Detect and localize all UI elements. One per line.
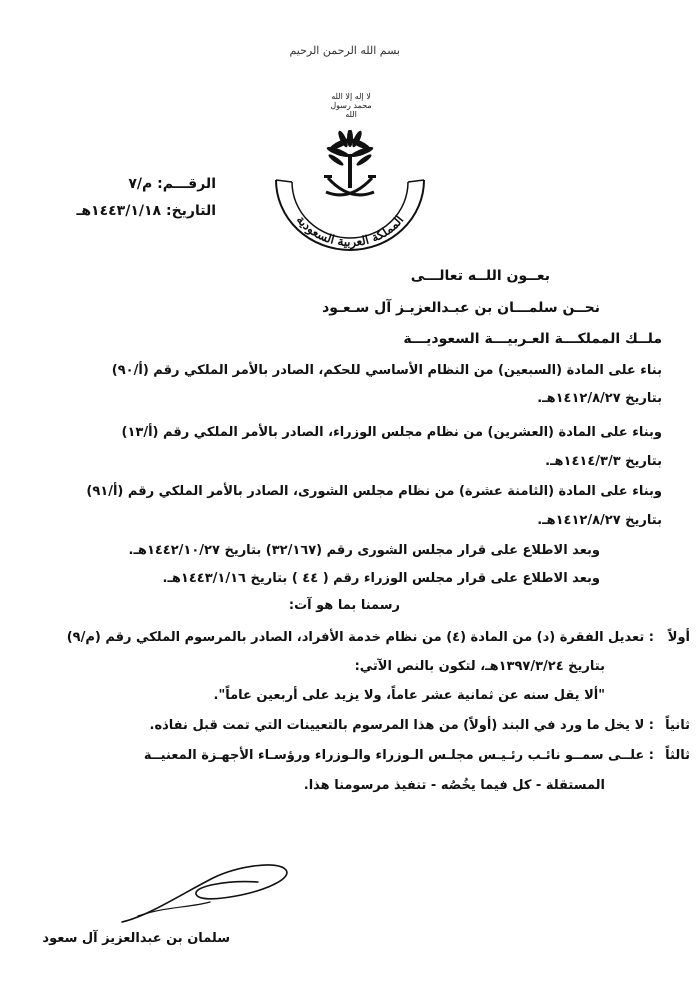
article-third-line-2: المستقلة - كل فيما يخُصُه - تنفيذ مرسومنا هذا. (303, 778, 605, 793)
article-second-line-1: : لا يخل ما ورد في البند (أولاً) من هذا المرسوم بالتعيينات التي تمت قبل نفاذه. (149, 718, 654, 733)
preamble-line-8: وبعد الاطلاع على قرار مجلس الوزراء رقم ( ٤٤ ) بتاريخ ١٤٤٣/١/١٦هـ. (162, 571, 600, 586)
preamble-line-6: بتاريخ ١٤١٢/٨/٢٧هـ. (537, 513, 662, 528)
basmala: بسم الله الرحمن الرحيم (289, 44, 400, 57)
shahada-calligraphy: لا إله إلا الله محمد رسول الله (330, 92, 372, 119)
preamble-line-2: بتاريخ ١٤١٢/٨/٢٧هـ. (537, 391, 662, 406)
opening-line-2: نحــن سلمـــان بن عبـدالعزيـز آل سـعـود (322, 300, 600, 316)
preamble-line-3: وبناء على المادة (العشرين) من نظام مجلس الوزراء، الصادر بالأمر الملكي رقم (أ/١٣) (121, 425, 662, 440)
preamble-line-1: بناء على المادة (السبعين) من النظام الأساسي للحكم، الصادر بالأمر الملكي رقم (أ/٩٠) (111, 363, 662, 378)
opening-line-3: ملــك المملكـــة العـربيـــة السعوديـــة (403, 331, 662, 347)
signature-icon (118, 856, 308, 936)
article-first-line-2: بتاريخ ١٣٩٧/٣/٢٤هـ، لتكون بالنص الآتي: (354, 659, 605, 674)
preamble-line-4: بتاريخ ١٤١٤/٣/٣هـ. (545, 454, 662, 469)
reference-date: التاريخ: ١٤٤٣/١/١٨هـ (76, 203, 216, 219)
preamble-line-5: وبناء على المادة (الثامنة عشرة) من نظام مجلس الشورى، الصادر بالأمر الملكي رقم (أ/٩١) (86, 484, 662, 499)
article-first-label: أولاً (667, 630, 690, 645)
article-first-quote: "ألا يقل سنه عن ثمانية عشر عاماً، ولا يزيد على أربعين عاماً". (213, 688, 605, 703)
saudi-emblem-icon (270, 130, 430, 258)
article-third-label: ثالثاً (665, 748, 690, 763)
opening-line-1: بعــون اللــه تعالـــى (410, 268, 550, 284)
article-second-label: ثانياً (665, 718, 690, 733)
signatory-name: سلمان بن عبدالعزيز آل سعود (42, 931, 230, 946)
article-third-line-1: : علــى سمــو نائـب رئـيـس مجلـس الـوزراء والـوزراء ورؤسـاء الأجهـزة المعنيــة (143, 748, 654, 763)
article-first-line-1: : تعديل الفقرة (د) من المادة (٤) من نظام خدمة الأفراد، الصادر بالمرسوم الملكي رقم (م/٩) (66, 630, 654, 645)
emblem-text: المملكة العربية السعودية (293, 212, 407, 250)
preamble-line-9: رسمنا بما هو آت: (288, 598, 400, 613)
reference-number: الرقـــم: م/٧ (128, 176, 216, 192)
svg-text:المملكة العربية السعودية (294, 213, 407, 250)
preamble-line-7: وبعد الاطلاع على قرار مجلس الشورى رقم (٣٢/١٦٧) بتاريخ ١٤٤٢/١٠/٢٧هـ. (128, 543, 600, 558)
